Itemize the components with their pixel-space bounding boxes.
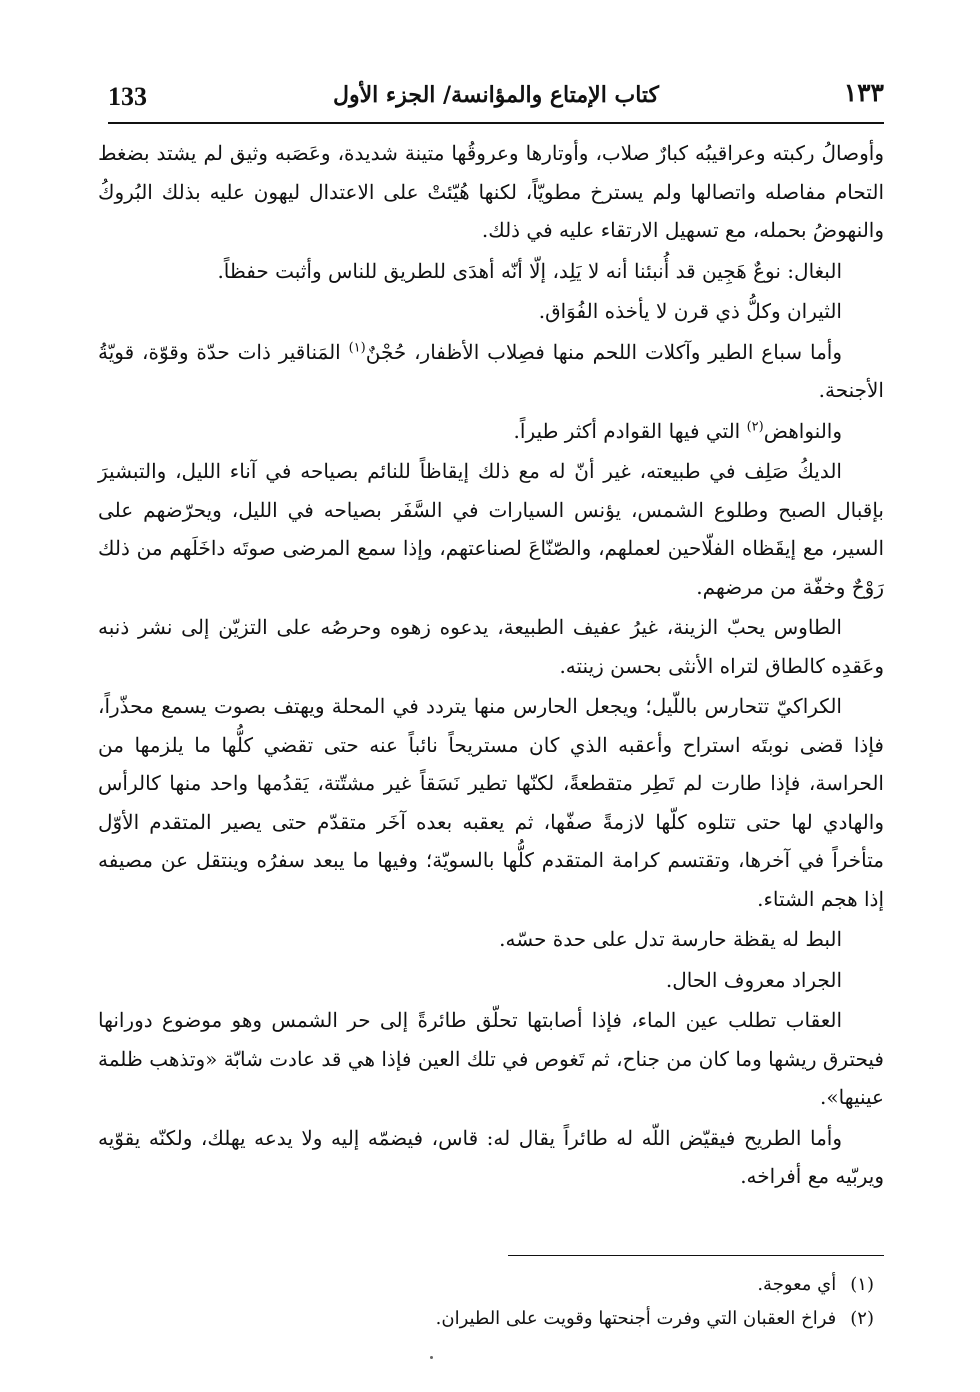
scan-speck [430, 1356, 433, 1359]
footnote-rule [508, 1255, 884, 1256]
footnote-number: (٢) [850, 1308, 874, 1329]
text-run: التي فيها القوادم أكثر طيراً. [513, 418, 747, 443]
footnote-ref: (١) [348, 339, 366, 355]
paragraph: الطاوس يحبّ الزينة، غيرُ عفيف الطبيعة، يدعوه زهوه وحرصُه على التزيّن إلى نشر ذنبه وعَقدِه كالطاق لتراه الأنثى بحسن زينته. [98, 615, 884, 678]
header-rule [108, 122, 884, 124]
footnote [98, 1268, 884, 1302]
page-header [108, 78, 884, 118]
running-title: كتاب الإمتاع والمؤانسة/ الجزء الأول [332, 82, 660, 108]
paragraph [98, 412, 884, 451]
footnotes [98, 1268, 884, 1336]
footnote-ref: (٢) [746, 418, 764, 434]
paragraph: البغال: نوعٌ هَجِين قد أُنبئنا أنه لا يَلِد، إلّا أنّه أهدَى للطريق للناس وأثبت حفظاً. [217, 258, 842, 283]
footnote [98, 1302, 884, 1336]
footnote-text: فراخ العقبان التي وفرت أجنحتها وقويت على الطيران. [435, 1308, 837, 1329]
paragraph [98, 333, 884, 410]
text-run: والنواهض [763, 418, 842, 443]
footnote-number: (١) [850, 1274, 874, 1295]
paragraph: الكراكيّ تتحارس باللّيل؛ ويجعل الحارس منها يتردد في المحلة ويهتف بصوت يسمع محذّراً، فإذا قضى نوبتَه استراح وأعقبه الذي كان مستريحاً نائباً عنه حتى تقضي كلُّها ما يلزمها من الحراسة، فإذا طارت لم تَطِر متقطعةً، لكنّها تطير نَسَقاً غير مشتّتة، يَقدُمها واحد منها كالرأس والهادي لها حتى تتلوه كلّها لازمةً صفّها، ثم يعقبه بعده آخَر متقدّم حتى يصير المتقدم الأوّل متأخراً في آخرها، وتقتسم كرامة المتقدم كلُّها بالسويّة؛ وفيها ما يبعد سفرُه وينتقل عن مصيفه إذا هجم الشتاء. [98, 694, 884, 911]
text-run: وأما سباع الطير وآكلات اللحم منها فصِلاب الأظفار، حُجْنٌ [365, 339, 842, 364]
paragraph: الديكُ صَلِف في طبيعته، غير أنّ له مع ذلك إيقاظاً للنائم بصياحه في آناء الليل، والتبشيرَ بإقبال الصبح وطلوع الشمس، يؤنس السيارات في السَّفَر بصياحه في الليل، ويحرّضهم على السير، مع إيقَظاه الفلّاحين لعملهم، والصّنّاعَ لصناعتهم، وإذا سمع المرضى صوتَه داخَلَهم من ذلك رَوْحٌ وخفّة من مرضهم. [98, 459, 884, 599]
body-text [98, 134, 884, 1198]
page-number-latin: 133 [108, 82, 147, 111]
paragraph: الجراد معروف الحال. [665, 967, 842, 992]
paragraph: وأما الطريح فيقيّض اللّه له طائراً يقال له: قاس، فيضمّه إليه ولا يدعه يهلك، ولكنّه يقوّيه ويربّيه مع أفراخه. [98, 1125, 884, 1188]
text-run: المَناقير ذات حدّة وقوّة، قويّةُ الأجنحة. [98, 339, 884, 402]
paragraph: العقاب تطلب عين الماء، فإذا أصابتها تحلّق طائرةً إلى حر الشمس وهو موضوع دورانها فيحترق ريشها وما كان من جناح، ثم تَغوص في تلك العين فإذا هي قد عادت شابّة «وتذهب ظلمة عينيها». [98, 1008, 884, 1109]
paragraph: البط له يقظة حارسة تدل على حدة حسّه. [499, 927, 842, 951]
page-number-arabic: ١٣٣ [843, 78, 884, 107]
paragraph: وأوصالُ ركبته وعراقيبُه كبارٌ صلاب، وأوتارها وعروقُها متينة شديدة، وعَصَبه وثيق لم يشتد بضغط التحام مفاصله واتصالها ولم يسترخ مطويّاً، لكنها هُيّئتْ على الاعتدال ليهون عليه بذلك البُروكُ والنهوضُ بحمله، مع تسهيل الارتقاء عليه في ذلك. [98, 141, 884, 242]
paragraph: الثيران وكلُّ ذي قرن لا يأخذه الفُوَاق. [538, 299, 842, 323]
footnote-text: أي معوجة. [757, 1274, 837, 1295]
